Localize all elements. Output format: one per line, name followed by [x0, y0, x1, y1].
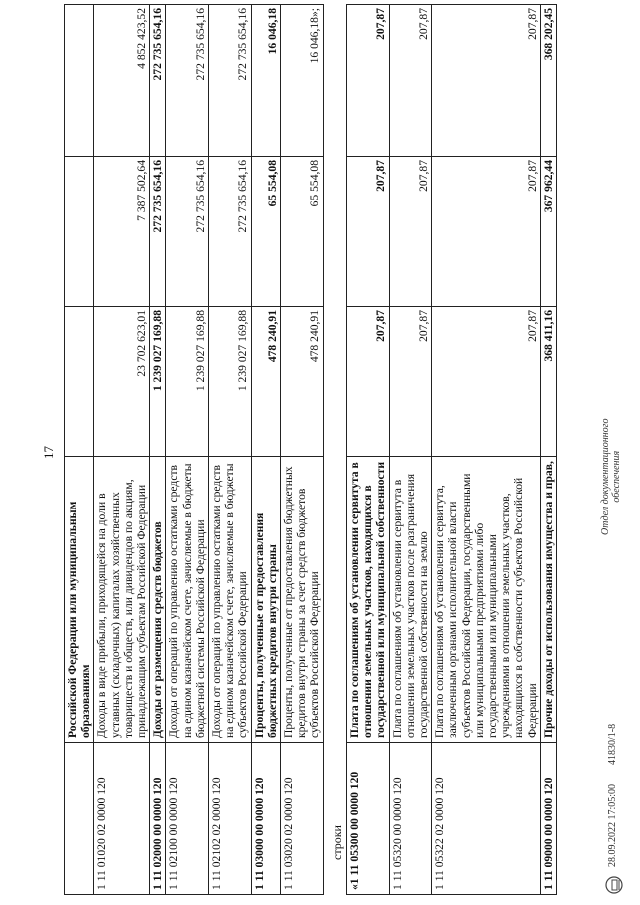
footer-department [600, 418, 622, 535]
amount-cell-1: 478 240,91 [281, 307, 324, 457]
revenue-name-cell: Российской Федерации или муниципальным образованиям [65, 457, 94, 743]
footer-dept-line2: обеспечения [611, 450, 622, 503]
amount-cell-3: 207,87 [432, 5, 541, 157]
classification-code-cell: 1 11 01020 02 0000 120 [94, 743, 150, 895]
revenue-name-cell: Плата по соглашениям об установлении сервитута в отношении земельных участков, находящихся в государственной или муниципальной собственности [347, 457, 390, 743]
classification-code-cell: 1 11 09000 00 0000 120 [540, 743, 556, 895]
revenue-name-cell: Проценты, полученные от предоставления бюджетных кредитов внутри страны [251, 457, 280, 743]
amount-cell-1: 478 240,91 [251, 307, 280, 457]
amount-cell-2: 65 554,08 [251, 157, 280, 307]
amount-cell-1: 23 702 623,01 [94, 307, 150, 457]
amount-cell-2: 272 735 654,16 [166, 157, 209, 307]
footer-date: 28.09.2022 17:05:00 [607, 783, 618, 867]
amount-cell-1: 1 239 027 169,88 [209, 307, 252, 457]
revenue-name-cell: Проценты, полученные от предоставления бюджетных кредитов внутри страны за счет средств бюджетов субъектов Российской Федерации [281, 457, 324, 743]
amount-cell-2: 367 962,44 [540, 157, 556, 307]
amount-cell-3: 16 046,18»; [281, 5, 324, 157]
amount-cell-3: 16 046,18 [251, 5, 280, 157]
amount-cell-3: 207,87 [389, 5, 432, 157]
classification-code-cell [65, 743, 94, 895]
classification-code-cell: 1 11 02000 00 0000 120 [150, 743, 166, 895]
amount-cell-1: 1 239 027 169,88 [166, 307, 209, 457]
classification-code-cell: 1 11 02100 00 0000 120 [166, 743, 209, 895]
classification-code-cell: 1 11 02102 02 0000 120 [209, 743, 252, 895]
table-row [150, 5, 166, 895]
amount-cell-1: 1 239 027 169,88 [150, 307, 166, 457]
amount-cell-1: 368 411,16 [540, 307, 556, 457]
table-row [347, 5, 390, 895]
table-row [94, 5, 150, 895]
revenue-name-cell: Плата по соглашениям об установлении сервитута, заключенным органами исполнительной власти субъектов Российской Федерации, государственными или муниципальными предприятиями либо государственными или муниципальными учреждениями в отношении земельных участков, находящихся в собственности субъектов Российской Федерации [432, 457, 541, 743]
revenue-name-cell: Плата по соглашениям об установлении сервитута в отношении земельных участков после разграничения государственной собственности на землю [389, 457, 432, 743]
footer-doc-id: 41830/1-8 [607, 723, 618, 765]
revenue-table-part1 [64, 4, 324, 895]
amount-cell-3: 207,87 [347, 5, 390, 157]
revenue-name-cell: Прочие доходы от использования имущества и прав, [540, 457, 556, 743]
amount-cell-1: 207,87 [347, 307, 390, 457]
amount-cell-3: 272 735 654,16 [150, 5, 166, 157]
amount-cell-2: 207,87 [432, 157, 541, 307]
table-row [540, 5, 556, 895]
page-number: 17 [41, 446, 56, 459]
page-footer [600, 5, 634, 895]
table-row [281, 5, 324, 895]
table-row [209, 5, 252, 895]
amount-cell-2: 272 735 654,16 [150, 157, 166, 307]
amount-cell-3: 272 735 654,16 [166, 5, 209, 157]
amount-cell-1: 207,87 [432, 307, 541, 457]
classification-code-cell: 1 11 03020 02 0000 120 [281, 743, 324, 895]
amount-cell-2 [65, 157, 94, 307]
amount-cell-2: 272 735 654,16 [209, 157, 252, 307]
classification-code-cell: 1 11 03000 00 0000 120 [251, 743, 280, 895]
table-row [389, 5, 432, 895]
table-row [166, 5, 209, 895]
revenue-name-cell: Доходы от операций по управлению остатками средств на едином казначейском счете, зачисляемые в бюджеты субъектов Российской Федерации [209, 457, 252, 743]
document-stamp-icon [604, 875, 624, 895]
classification-code-cell: 1 11 05322 02 0000 120 [432, 743, 541, 895]
revenue-name-cell: Доходы от размещения средств бюджетов [150, 457, 166, 743]
revenue-name-cell: Доходы от операций по управлению остатками средств на едином казначейском счете, зачисляемые в бюджеты бюджетной системы Российской Федерации [166, 457, 209, 743]
amount-cell-2: 65 554,08 [281, 157, 324, 307]
table-row [251, 5, 280, 895]
footer-dept-line1: Отдел документационного [600, 418, 611, 535]
amount-cell-3: 368 202,45 [540, 5, 556, 157]
revenue-name-cell: Доходы в виде прибыли, приходящейся на доли в уставных (складочных) капиталах хозяйственных товариществ и обществ, или дивидендов по акциям, принадлежащим субъектам Российской Федерации [94, 457, 150, 743]
continuation-label: строки [330, 825, 344, 860]
amount-cell-2: 7 387 502,64 [94, 157, 150, 307]
amount-cell-1: 207,87 [389, 307, 432, 457]
revenue-table-part2 [346, 4, 557, 895]
table-row [65, 5, 94, 895]
classification-code-cell: 1 11 05320 00 0000 120 [389, 743, 432, 895]
amount-cell-2: 207,87 [389, 157, 432, 307]
amount-cell-1 [65, 307, 94, 457]
table-row [432, 5, 541, 895]
classification-code-cell: «1 11 05300 00 0000 120 [347, 743, 390, 895]
amount-cell-2: 207,87 [347, 157, 390, 307]
amount-cell-3: 272 735 654,16 [209, 5, 252, 157]
amount-cell-3: 4 852 423,52 [94, 5, 150, 157]
amount-cell-3 [65, 5, 94, 157]
